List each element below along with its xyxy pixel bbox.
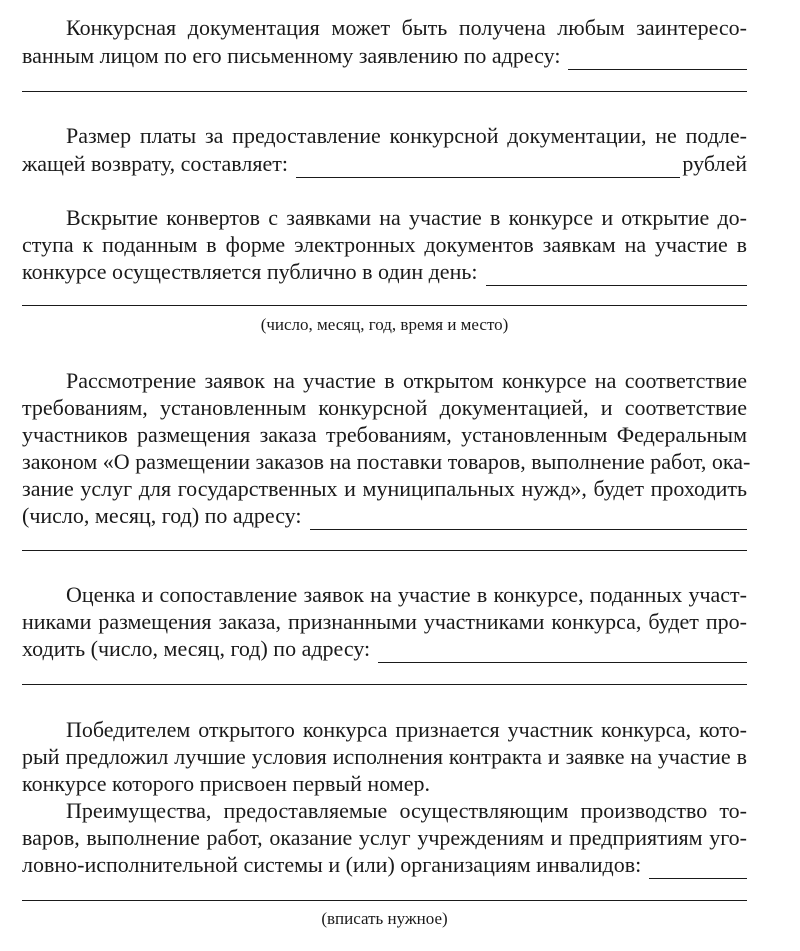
opening-date-blank-field[interactable] bbox=[22, 305, 747, 306]
paragraph-line: Победителем открытого конкурса признается участник конкурса, кото- bbox=[66, 717, 747, 742]
currency-label: рублей bbox=[682, 151, 747, 176]
paragraph-text: ловно-исполнительной системы и (или) организациям инвалидов: bbox=[22, 852, 642, 877]
paragraph-text: (число, месяц, год) по адресу: bbox=[22, 503, 302, 528]
paragraph-text: конкурсе осуществляется публично в один день: bbox=[22, 259, 478, 284]
paragraph-line: Размер платы за предоставление конкурсной документации, не подле- bbox=[66, 123, 747, 148]
paragraph-text: ходить (число, месяц, год) по адресу: bbox=[22, 636, 371, 661]
paragraph-line: варов, выполнение работ, оказание услуг учреждениям и предприятиям уго- bbox=[22, 825, 747, 850]
paragraph-line bbox=[22, 150, 747, 178]
paragraph-line: Вскрытие конвертов с заявками на участие в конкурсе и открытие до- bbox=[66, 205, 747, 230]
paragraph-line: требованиям, установленным конкурсной документацией, и соответствие bbox=[22, 395, 747, 420]
paragraph-text: жащей возврату, составляет: bbox=[22, 151, 288, 176]
paragraph-text: ванным лицом по его письменному заявлению по адресу: bbox=[22, 43, 561, 68]
paragraph-line: Рассмотрение заявок на участие в открытом конкурсе на соответствие bbox=[66, 368, 747, 393]
paragraph-line: конкурсе которого присвоен первый номер. bbox=[22, 771, 430, 796]
paragraph-line: законом «О размещении заказов на поставки товаров, выполнение работ, ока- bbox=[22, 449, 751, 474]
paragraph-line: Конкурсная документация может быть получена любым заинтересо- bbox=[66, 15, 747, 40]
evaluation-address-blank-field[interactable] bbox=[378, 642, 747, 663]
field-caption: (число, месяц, год, время и место) bbox=[260, 315, 509, 334]
review-address-blank-field[interactable] bbox=[22, 550, 747, 551]
paragraph-line bbox=[22, 258, 747, 286]
paragraph-line: ступа к поданным в форме электронных документов заявкам на участие в bbox=[22, 232, 747, 257]
paragraph-line: рый предложил лучшие условия исполнения контракта и заявке на участие в bbox=[22, 744, 747, 769]
opening-date-blank-field[interactable] bbox=[486, 265, 748, 286]
field-caption: (вписать нужное) bbox=[321, 909, 448, 928]
paragraph-line: участников размещения заказа требованиям, установленным Федеральным bbox=[22, 422, 747, 447]
paragraph-line: Оценка и сопоставление заявок на участие в конкурсе, поданных участ- bbox=[66, 582, 747, 607]
advantages-blank-field[interactable] bbox=[649, 858, 747, 879]
paragraph-line bbox=[22, 635, 747, 663]
review-address-blank-field[interactable] bbox=[310, 509, 747, 530]
paragraph-line bbox=[22, 851, 747, 879]
paragraph-line: Преимущества, предоставляемые осуществляющим производство то- bbox=[66, 798, 747, 823]
paragraph-line bbox=[22, 502, 747, 530]
paragraph-line bbox=[22, 42, 747, 70]
address-blank-field[interactable] bbox=[22, 91, 747, 92]
evaluation-address-blank-field[interactable] bbox=[22, 684, 747, 685]
paragraph-line: зание услуг для государственных и муниципальных нужд», будет проходить bbox=[22, 476, 747, 501]
address-blank-field[interactable] bbox=[568, 49, 747, 70]
advantages-blank-field[interactable] bbox=[22, 900, 747, 901]
fee-blank-field[interactable] bbox=[296, 157, 680, 178]
paragraph-line: никами размещения заказа, признанными участниками конкурса, будет про- bbox=[22, 609, 747, 634]
